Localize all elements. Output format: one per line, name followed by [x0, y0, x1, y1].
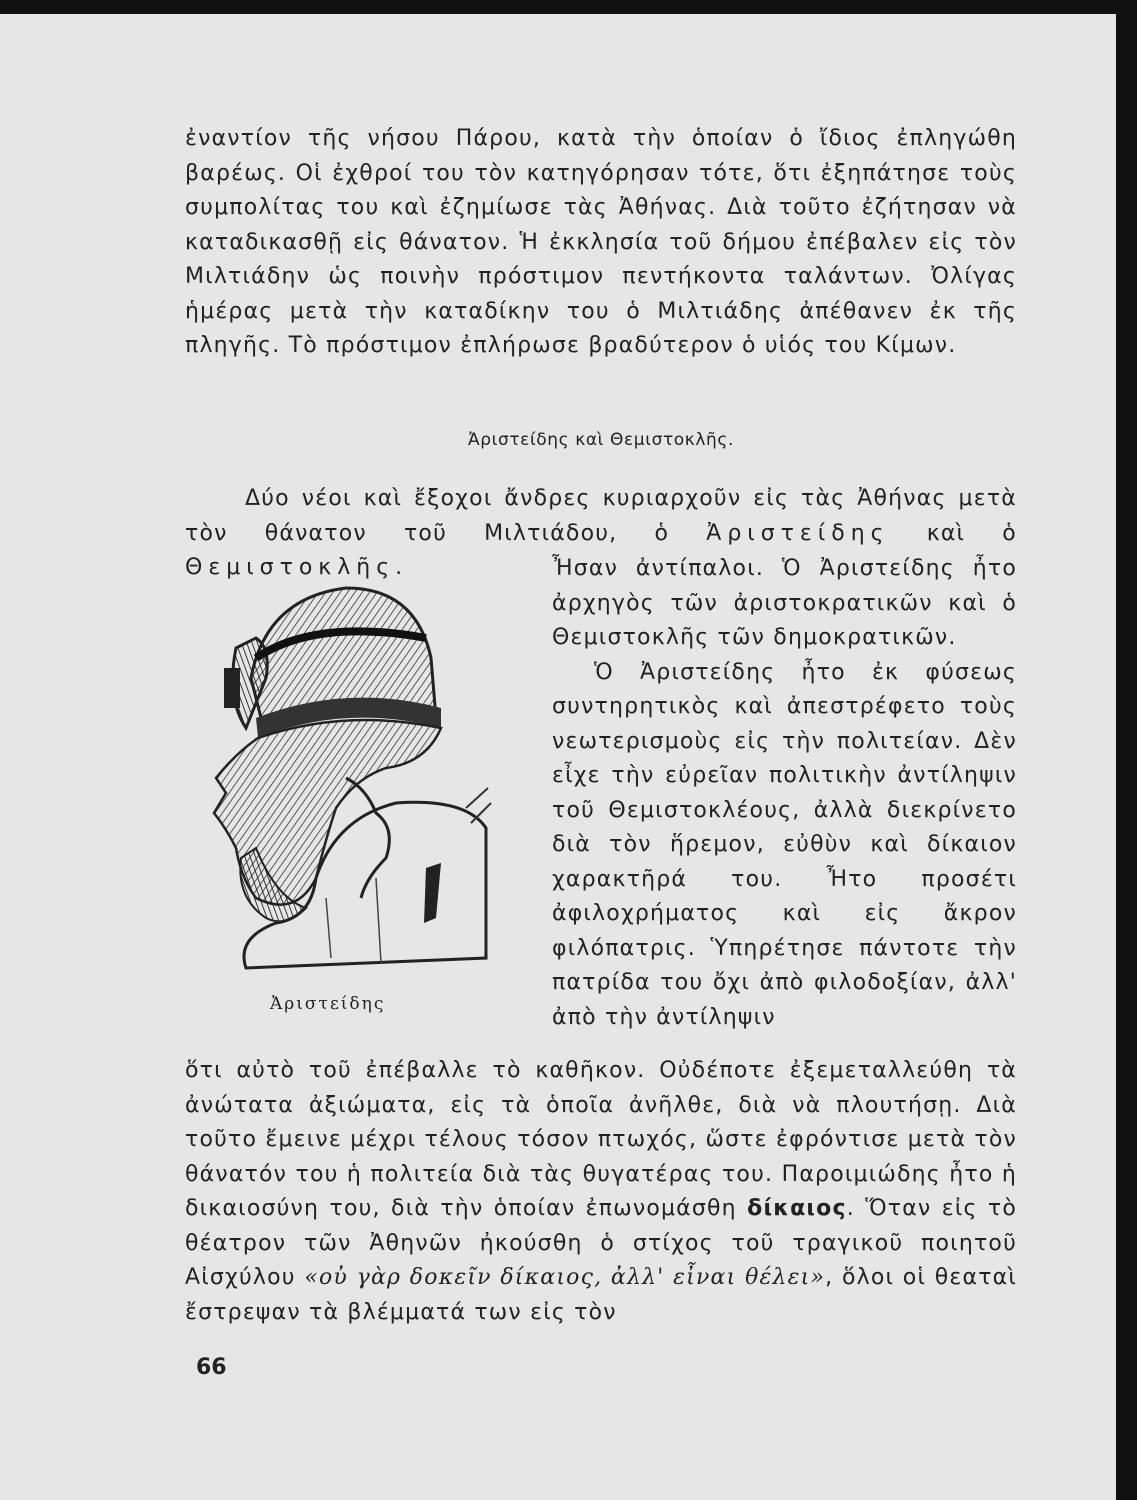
page-number: 66 [196, 1355, 227, 1380]
wrap-text-1: Ἦσαν ἀντίπαλοι. Ὁ Ἀριστείδης ἦτο ἀρχηγὸς τῶν ἀριστοκρατικῶν καὶ ὁ Θεμιστοκλῆς τῶν δημοκρατικῶν. [552, 556, 1017, 650]
lower-text-3: , ὅλοι οἱ θεαταὶ ἔστρεψαν τὰ βλέμματά των εἰς τὸν [185, 1265, 1017, 1325]
lower-text-2: . Ὅταν εἰς τὸ θέατρον τῶν Ἀθηνῶν ἠκούσθη ὁ στίχος τοῦ τραγικοῦ ποιητοῦ Αἰσχύλου [185, 1196, 1017, 1290]
paragraph-top [185, 122, 1017, 364]
paragraph-lower-text [185, 1054, 1017, 1330]
scan-border-right [1116, 0, 1137, 1500]
paragraph-top-text: ἐναντίον τῆς νήσου Πάρου, κατὰ τὴν ὁποίαν ὁ ἴδιος ἐπληγώθη βαρέως. Οἱ ἐχθροί του τὸν κατηγόρησαν τότε, ὅτι ἐξηπάτησε τοὺς συμπολίτας του καὶ ἐζημίωσε τὰς Ἀθήνας. Διὰ τοῦτο ἐζήτησαν νὰ καταδικασθῇ εἰς θάνατον. Ἡ ἐκκλησία τοῦ δήμου ἐπέβαλεν εἰς τὸν Μιλτιάδην ὡς ποινὴν πρόστιμον πεντήκοντα ταλάντων. Ὀλίγας ἡμέρας μετὰ τὴν καταδίκην του ὁ Μιλτιάδης ἀπέθανεν ἐκ τῆς πληγῆς. Τὸ πρόστιμον ἐπλήρωσε βραδύτερον ὁ υἱός του Κίμων. [185, 126, 1017, 358]
aristeides-portrait-illustration [196, 578, 496, 978]
scan-border-top [0, 0, 1137, 14]
wrap-text-2: Ὁ Ἀριστείδης ἦτο ἐκ φύσεως συντηρητικὸς καὶ ἀπεστρέφετο τοὺς νεωτερισμοὺς εἰς τὴν πολιτείαν. Δὲν εἶχε τὴν εὐρεῖαν πολιτικὴν ἀντίληψιν τοῦ Θεμιστοκλέους, ἀλλὰ διεκρίνετο διὰ τὸν ἥρεμον, εὐθὺν καὶ δίκαιον χαρακτῆρά του. Ἦτο προσέτι ἀφιλοχρήματος καὶ εἰς ἄκρον φιλόπατρις. Ὑπηρέτησε πάντοτε τὴν πατρίδα του ὄχι ἀπὸ φιλοδοξίαν, ἀλλ' ἀπὸ τὴν ἀντίληψιν [552, 659, 1017, 1030]
bold-word-dikaios: δίκαιος [747, 1196, 847, 1221]
name-themistokles: Θεμιστοκλῆς. [185, 555, 409, 580]
figure-caption: Ἀριστείδης [270, 994, 386, 1014]
and-word: καὶ ὁ [926, 520, 1017, 546]
section-title: Ἀριστείδης καὶ Θεμιστοκλῆς. [467, 430, 735, 450]
lower-text-1: ὅτι αὐτὸ τοῦ ἐπέβαλλε τὸ καθῆκον. Οὐδέποτε ἐξεμεταλλεύθη τὰ ἀνώτατα ἀξιώματα, εἰς τὰ ὁποῖα ἀνῆλθε, διὰ νὰ πλουτήσῃ. Διὰ τοῦτο ἔμεινε μέχρι τέλους τόσον πτωχός, ὥστε ἐφρόντισε μετὰ τὸν θάνατόν του ἡ πολιτεία διὰ τὰς θυγατέρας του. Παροιμιώδης ἦτο ἡ δικαιοσύνη του, διὰ τὴν ὁποίαν ἐπωνομάσθη [185, 1058, 1017, 1221]
name-aristeides: Ἀριστείδης [706, 520, 890, 546]
intro-text: Δύο νέοι καὶ ἔξοχοι ἄνδρες κυριαρχοῦν εἰς τὰς Ἀθήνας μετὰ τὸν θάνατον τοῦ Μιλτιάδου, ὁ [185, 486, 1017, 546]
aeschylus-quote: «οὐ γὰρ δοκεῖν δίκαιος, ἀλλ' εἶναι θέλει» [304, 1265, 826, 1290]
wrapped-column [552, 552, 1017, 1035]
paragraph-lower [185, 1054, 1017, 1330]
